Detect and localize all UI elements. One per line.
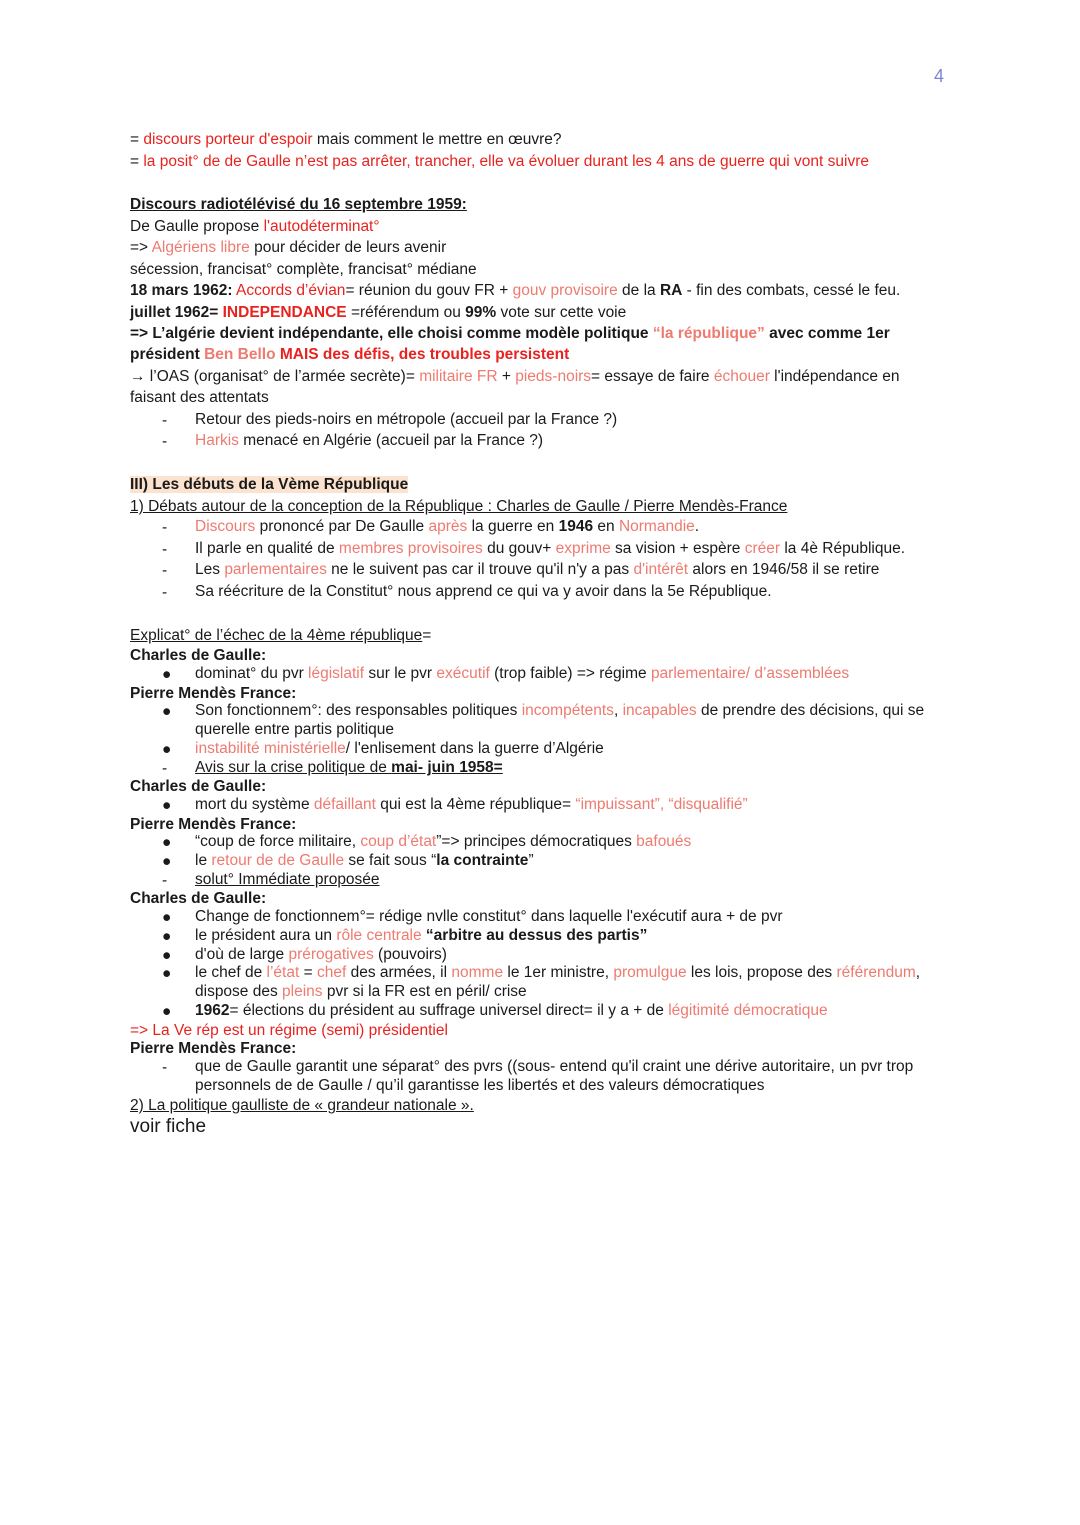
text-line: => Algériens libre pour décider de leurs avenir <box>130 239 447 256</box>
dot-bullet: ● <box>162 741 172 758</box>
text-paragraph: => L’algérie devient indépendante, elle choisi comme modèle politique “la république” avec comme 1er président Ben Bello MAIS des défis, des troubles persistent <box>130 325 890 363</box>
list-item: Change de fonctionnem°= rédige nvlle constitut° dans laquelle l'exécutif aura + de pvr <box>195 908 783 925</box>
dot-bullet: ● <box>162 1003 172 1020</box>
dot-bullet: ● <box>162 666 172 683</box>
speaker-label: Pierre Mendès France: <box>130 685 297 702</box>
list-item: Discours prononcé par De Gaulle après la guerre en 1946 en Normandie. <box>195 518 700 535</box>
list-item: Les parlementaires ne le suivent pas car il trouve qu'il n'y a pas d'intérêt alors en 1946/58 il se retire <box>195 561 880 578</box>
list-item: instabilité ministérielle/ l'enlisement dans la guerre d’Algérie <box>195 740 604 757</box>
dash-bullet: - <box>162 541 168 558</box>
dash-bullet: - <box>162 519 168 536</box>
subsection-heading: 2) La politique gaulliste de « grandeur nationale ». <box>130 1097 474 1114</box>
list-item: Sa réécriture de la Constitut° nous apprend ce qui va y avoir dans la 5e République. <box>195 583 772 600</box>
section-heading: Discours radiotélévisé du 16 septembre 1959: <box>130 196 467 213</box>
speaker-label: Pierre Mendès France: <box>130 816 297 833</box>
list-item: d'où de large prérogatives (pouvoirs) <box>195 946 447 963</box>
dash-bullet: - <box>162 584 168 601</box>
list-item: le retour de de Gaulle se fait sous “la contrainte” <box>195 852 534 869</box>
list-item: le chef de l’état = chef des armées, il nomme le 1er ministre, promulgue les lois, propose des référendum, dispose des pleins pvr si la FR est en péril/ crise <box>195 964 921 1000</box>
subsection-heading: Explicat° de l’échec de la 4ème république= <box>130 627 432 644</box>
list-item: dominat° du pvr législatif sur le pvr exécutif (trop faible) => régime parlementaire/ d’assemblées <box>195 665 850 682</box>
speaker-label: Pierre Mendès France: <box>130 1040 297 1057</box>
subsection-heading: 1) Débats autour de la conception de la République : Charles de Gaulle / Pierre Mendès-France <box>130 498 788 515</box>
speaker-label: Charles de Gaulle: <box>130 890 267 907</box>
list-item: 1962= élections du président au suffrage universel direct= il y a + de légitimité démocratique <box>195 1002 828 1019</box>
text-line: De Gaulle propose l'autodéterminat° <box>130 218 380 235</box>
list-item: Retour des pieds-noirs en métropole (accueil par la France ?) <box>195 411 618 428</box>
list-item: Son fonctionnem°: des responsables politiques incompétents, incapables de prendre des décisions, qui se querelle entre partis politique <box>195 702 925 738</box>
text-line: = discours porteur d'espoir mais comment le mettre en œuvre? <box>130 131 562 148</box>
dash-bullet: - <box>162 412 168 429</box>
dash-bullet: - <box>162 872 168 889</box>
text-line: voir fiche <box>130 1116 207 1137</box>
dot-bullet: ● <box>162 703 172 720</box>
list-item: que de Gaulle garantit une séparat° des pvrs ((sous- entend qu'il craint une dérive autoritaire, un pvr trop personnels de de Gaulle / qu’il garantisse les libertés et des valeurs démocratiques <box>195 1058 914 1094</box>
dot-bullet: ● <box>162 909 172 926</box>
dot-bullet: ● <box>162 928 172 945</box>
speaker-label: Charles de Gaulle: <box>130 778 267 795</box>
dot-bullet: ● <box>162 947 172 964</box>
list-item: mort du système défaillant qui est la 4ème république= “impuissant”, “disqualifié” <box>195 796 748 813</box>
list-item: Harkis menacé en Algérie (accueil par la France ?) <box>195 432 544 449</box>
speaker-label: Charles de Gaulle: <box>130 647 267 664</box>
dot-bullet: ● <box>162 853 172 870</box>
text-line: 18 mars 1962: Accords d’évian= réunion du gouv FR + gouv provisoire de la RA - fin des combats, cessé le feu. <box>130 282 901 299</box>
dash-bullet: - <box>162 1059 168 1076</box>
dot-bullet: ● <box>162 797 172 814</box>
dot-bullet: ● <box>162 834 172 851</box>
section-heading: III) Les débuts de la Vème République <box>130 476 409 493</box>
list-item: le président aura un rôle centrale “arbitre au dessus des partis” <box>195 927 648 944</box>
dash-bullet: - <box>162 562 168 579</box>
text-line: = la posit° de de Gaulle n’est pas arrêter, trancher, elle va évoluer durant les 4 ans de guerre qui vont suivre <box>130 153 870 170</box>
dash-bullet: - <box>162 760 168 777</box>
text-line: sécession, francisat° complète, francisat° médiane <box>130 261 477 278</box>
dot-bullet: ● <box>162 965 172 982</box>
list-item: Avis sur la crise politique de mai- juin 1958= <box>195 759 503 776</box>
text-line: juillet 1962= INDEPENDANCE =référendum ou 99% vote sur cette voie <box>130 304 627 321</box>
dash-bullet: - <box>162 433 168 450</box>
text-paragraph: → l’OAS (organisat° de l’armée secrète)= militaire FR + pieds-noirs= essaye de faire échouer l'indépendance en faisant des attentats <box>130 368 900 406</box>
list-item: solut° Immédiate proposée <box>195 871 380 888</box>
page-number: 4 <box>934 66 945 86</box>
list-item: Il parle en qualité de membres provisoires du gouv+ exprime sa vision + espère créer la 4è République. <box>195 540 906 557</box>
conclusion-line: => La Ve rép est un régime (semi) présidentiel <box>130 1022 448 1039</box>
list-item: “coup de force militaire, coup d’état”=> principes démocratiques bafoués <box>195 833 692 850</box>
